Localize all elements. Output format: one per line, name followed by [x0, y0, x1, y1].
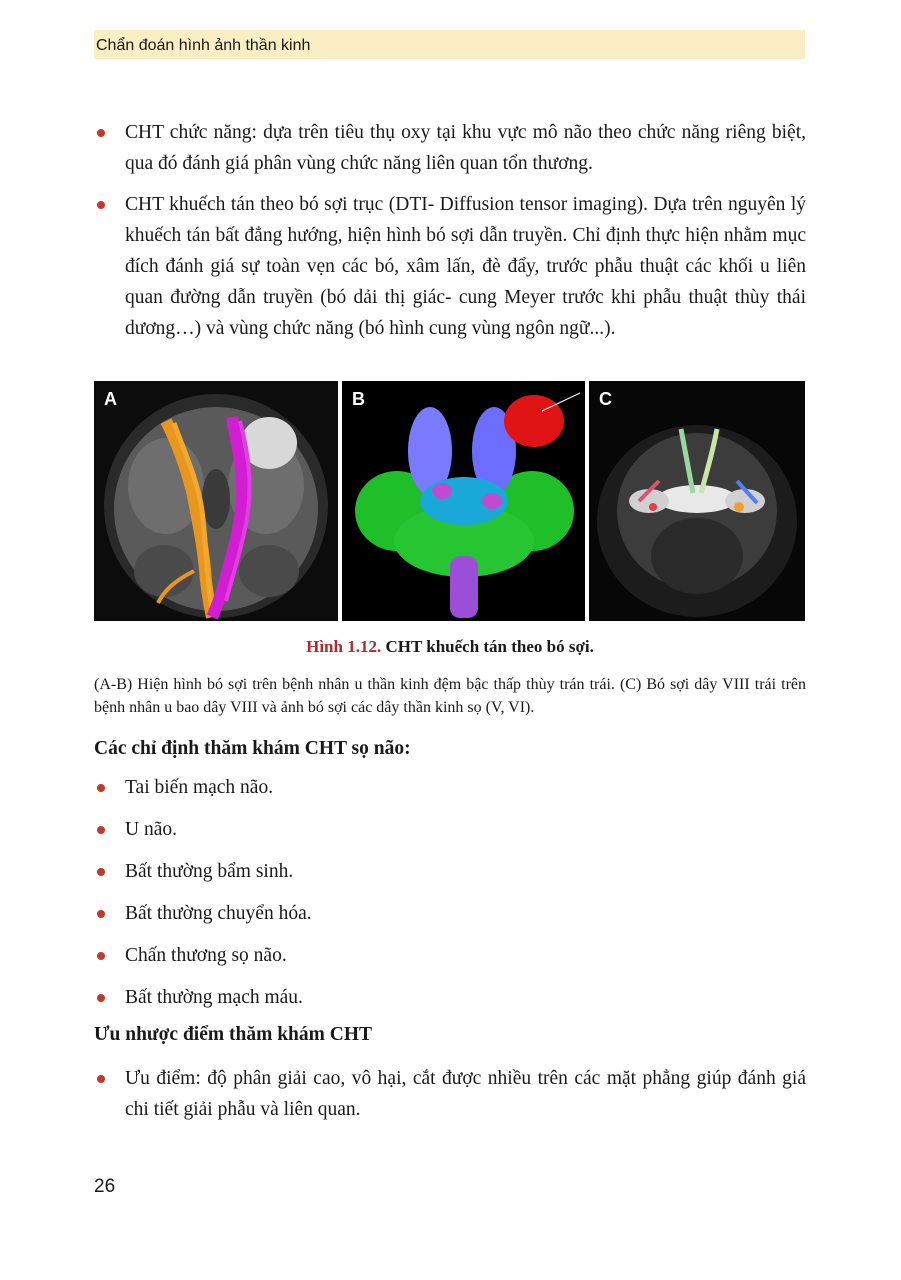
list-item: Bất thường mạch máu.: [94, 982, 806, 1013]
figure-dti-panels: [94, 381, 805, 621]
page-number: 26: [94, 1176, 116, 1197]
list-item: Ưu điểm: độ phân giải cao, vô hại, cắt được nhiều trên các mặt phẳng giúp đánh giá chi tiết giải phẫu và liên quan.: [94, 1063, 806, 1125]
list-item: Bất thường chuyển hóa.: [94, 898, 806, 929]
dti-3d-tractography-image: [342, 381, 585, 621]
list-item: Tai biến mạch não.: [94, 772, 806, 803]
figure-description: (A-B) Hiện hình bó sợi trên bệnh nhân u thần kinh đệm bậc thấp thùy trán trái. (C) Bó sợi dây VIII trái trên bệnh nhân u bao dây VIII và ảnh bó sợi các dây thần kinh sọ (V, VI).: [94, 676, 806, 716]
intro-bullet-list: [94, 117, 806, 344]
bullet-icon: [97, 129, 105, 137]
figure-panel-a: [94, 381, 338, 621]
running-header-title: Chẩn đoán hình ảnh thần kinh: [96, 37, 311, 54]
mri-coronal-tractography-image: [94, 381, 338, 621]
bullet-icon: [97, 1075, 105, 1083]
indications-list: [94, 772, 806, 1013]
pros-cons-heading: Ưu nhược điểm thăm khám CHT: [94, 1024, 373, 1045]
panel-label-c: C: [599, 389, 612, 409]
bullet-icon: [97, 994, 105, 1002]
figure-panel-b: [342, 381, 585, 621]
bullet-icon: [97, 868, 105, 876]
figure-panel-c: [589, 381, 805, 621]
list-item: CHT chức năng: dựa trên tiêu thụ oxy tại khu vực mô não theo chức năng riêng biệt, qua đó đánh giá phân vùng chức năng liên quan tổn thương.: [94, 117, 806, 179]
panel-label-a: A: [104, 389, 117, 409]
panel-label-b: B: [352, 389, 365, 409]
figure-caption: [94, 636, 806, 658]
indications-heading: Các chỉ định thăm khám CHT sọ não:: [94, 738, 411, 759]
figure-caption-number: Hình 1.12.: [306, 637, 382, 656]
list-item: U não.: [94, 814, 806, 845]
cranial-nerve-tractography-image: [589, 381, 805, 621]
bullet-icon: [97, 201, 105, 209]
bullet-icon: [97, 910, 105, 918]
bullet-icon: [97, 952, 105, 960]
pros-cons-list: [94, 1063, 806, 1125]
bullet-icon: [97, 784, 105, 792]
list-item: Bất thường bẩm sinh.: [94, 856, 806, 887]
figure-caption-text: CHT khuếch tán theo bó sợi.: [385, 637, 594, 656]
list-item: Chấn thương sọ não.: [94, 940, 806, 971]
bullet-icon: [97, 826, 105, 834]
running-header: [94, 30, 805, 59]
list-item: CHT khuếch tán theo bó sợi trục (DTI- Diffusion tensor imaging). Dựa trên nguyên lý khuếch tán bất đẳng hướng, hiện hình bó sợi dẫn truyền. Chỉ định thực hiện nhằm mục đích đánh giá sự toàn vẹn các bó, xâm lấn, đè đẩy, trước phẫu thuật các khối u liên quan đường dẫn truyền (bó dải thị giác- cung Meyer trước khi phẫu thuật thùy thái dương…) và vùng chức năng (bó hình cung vùng ngôn ngữ...).: [94, 189, 806, 344]
